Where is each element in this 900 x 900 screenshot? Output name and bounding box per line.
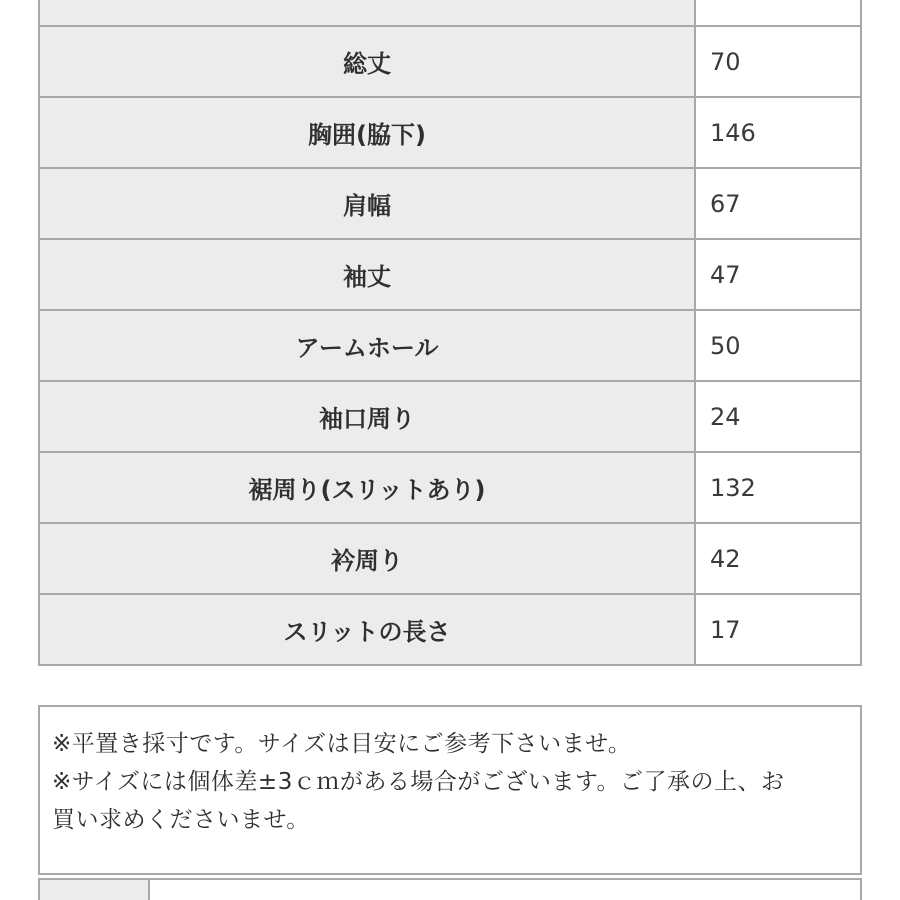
next-table-value-cell <box>150 880 860 900</box>
next-table-row <box>38 878 862 900</box>
size-label: 肩幅 <box>39 168 695 239</box>
table-row <box>39 594 861 665</box>
note-line: 買い求めくださいませ。 <box>52 807 310 833</box>
table-row <box>39 381 861 452</box>
next-table-label-cell <box>40 880 150 900</box>
size-label: スリットの長さ <box>39 594 695 665</box>
size-value: 50 <box>695 310 861 381</box>
size-label: アームホール <box>39 310 695 381</box>
size-value: 42 <box>695 523 861 594</box>
table-row <box>39 97 861 168</box>
size-label: 胸囲(脇下) <box>39 97 695 168</box>
size-label: 袖口周り <box>39 381 695 452</box>
size-value: 146 <box>695 97 861 168</box>
size-label: 総丈 <box>39 26 695 97</box>
table-row <box>39 452 861 523</box>
size-label <box>39 0 695 26</box>
table-row <box>39 0 861 26</box>
size-label: 袖丈 <box>39 239 695 310</box>
size-value: 17 <box>695 594 861 665</box>
table-row <box>39 26 861 97</box>
size-value: 132 <box>695 452 861 523</box>
table-row <box>39 310 861 381</box>
note-line: ※平置き採寸です。サイズは目安にご参考下さいませ。 <box>52 731 632 757</box>
table-row <box>39 523 861 594</box>
table-row <box>39 168 861 239</box>
size-value: 47 <box>695 239 861 310</box>
size-table <box>38 0 862 666</box>
size-value: 67 <box>695 168 861 239</box>
size-label: 衿周り <box>39 523 695 594</box>
note-line: ※サイズには個体差±3ｃｍがある場合がございます。ご了承の上、お <box>52 769 785 795</box>
size-value: 70 <box>695 26 861 97</box>
size-value: 24 <box>695 381 861 452</box>
measurement-notes <box>38 705 862 875</box>
size-label: 裾周り(スリットあり) <box>39 452 695 523</box>
size-value <box>695 0 861 26</box>
table-row <box>39 239 861 310</box>
